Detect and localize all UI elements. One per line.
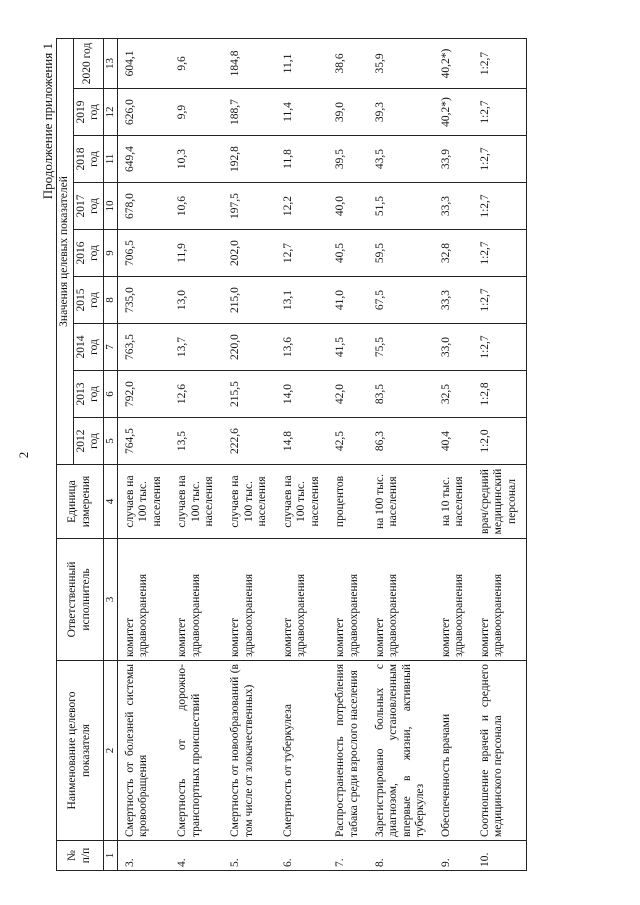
indicator-value: 14,0 — [276, 371, 329, 418]
column-number: 12 — [103, 89, 117, 136]
indicator-name: Зарегистрировано больных с диагнозом, установленным впервые в жизни, активный туберкулез — [368, 661, 434, 841]
indicator-name: Обеспеченность врачами — [434, 661, 473, 841]
indicator-value: 39,0 — [328, 89, 367, 136]
row-num: 4. — [170, 841, 223, 871]
header-name: Наименование целевого показателя — [57, 661, 104, 841]
indicator-value: 67,5 — [368, 277, 434, 324]
executor: комитет здравоохранения — [328, 539, 367, 661]
indicator-value: 215,5 — [223, 371, 276, 418]
unit: на 100 тыс. населения — [368, 465, 434, 539]
header-year: 2017 год — [73, 183, 103, 230]
indicator-value: 764,5 — [117, 418, 170, 465]
indicator-value: 9,6 — [170, 38, 223, 88]
indicator-value: 42,5 — [328, 418, 367, 465]
executor: комитет здравоохранения — [473, 539, 526, 661]
header-year: 2016 год — [73, 230, 103, 277]
table-row — [223, 38, 276, 870]
indicator-value: 40,5 — [328, 230, 367, 277]
unit: процентов — [328, 465, 367, 539]
indicator-value: 11,4 — [276, 89, 329, 136]
header-year: 2019 год — [73, 89, 103, 136]
indicator-value: 10,6 — [170, 183, 223, 230]
indicator-value: 202,0 — [223, 230, 276, 277]
indicator-name: Распространенность потребления табака среди взрослого населения — [328, 661, 367, 841]
indicator-value: 40,0 — [328, 183, 367, 230]
indicator-value: 1:2,8 — [473, 371, 526, 418]
header-year: 2018 год — [73, 136, 103, 183]
indicator-value: 39,5 — [328, 136, 367, 183]
unit: случаев на 100 тыс. населения — [276, 465, 329, 539]
indicator-value: 678,0 — [117, 183, 170, 230]
indicator-value: 626,0 — [117, 89, 170, 136]
indicator-value: 33,3 — [434, 277, 473, 324]
indicator-value: 40,2*) — [434, 89, 473, 136]
indicator-value: 41,5 — [328, 324, 367, 371]
table-row — [117, 38, 170, 870]
table-row — [328, 38, 367, 870]
indicator-value: 649,4 — [117, 136, 170, 183]
column-number: 9 — [103, 230, 117, 277]
header-year: 2020 год — [73, 38, 103, 88]
indicator-value: 1:2,7 — [473, 38, 526, 88]
indicator-name: Соотношение врачей и среднего медицинского персонала — [473, 661, 526, 841]
indicator-value: 215,0 — [223, 277, 276, 324]
indicator-value: 32,5 — [434, 371, 473, 418]
row-num: 6. — [276, 841, 329, 871]
indicator-value: 11,9 — [170, 230, 223, 277]
indicator-value: 40,4 — [434, 418, 473, 465]
row-num: 10. — [473, 841, 526, 871]
indicator-value: 42,0 — [328, 371, 367, 418]
executor: комитет здравоохранения — [117, 539, 170, 661]
table-row — [368, 38, 434, 870]
indicator-value: 14,8 — [276, 418, 329, 465]
row-num: 9. — [434, 841, 473, 871]
indicator-value: 1:2,7 — [473, 89, 526, 136]
indicator-value: 40,2*) — [434, 38, 473, 88]
row-num: 7. — [328, 841, 367, 871]
indicator-name: Смертность от дорожно-транспортных происшествий — [170, 661, 223, 841]
row-num: 8. — [368, 841, 434, 871]
column-number: 7 — [103, 324, 117, 371]
indicator-value: 222,6 — [223, 418, 276, 465]
column-number: 5 — [103, 418, 117, 465]
indicator-value: 13,6 — [276, 324, 329, 371]
unit: врач/средний медицинский персонал — [473, 465, 526, 539]
unit: случаев на 100 тыс. населения — [117, 465, 170, 539]
indicator-value: 12,6 — [170, 371, 223, 418]
header-year: 2014 год — [73, 324, 103, 371]
header-year: 2013 год — [73, 371, 103, 418]
executor: комитет здравоохранения — [276, 539, 329, 661]
indicator-value: 220,0 — [223, 324, 276, 371]
indicator-value: 197,5 — [223, 183, 276, 230]
indicator-value: 706,5 — [117, 230, 170, 277]
indicator-value: 13,7 — [170, 324, 223, 371]
indicator-value: 41,0 — [328, 277, 367, 324]
indicator-value: 51,5 — [368, 183, 434, 230]
indicator-value: 13,1 — [276, 277, 329, 324]
indicator-value: 1:2,7 — [473, 277, 526, 324]
indicator-value: 12,2 — [276, 183, 329, 230]
indicator-value: 11,1 — [276, 38, 329, 88]
table-row — [434, 38, 473, 870]
indicator-value: 604,1 — [117, 38, 170, 88]
header-executor: Ответственный исполнитель — [57, 539, 104, 661]
header-values-group: Значения целевых показателей — [57, 38, 74, 464]
indicator-value: 38,6 — [328, 38, 367, 88]
table-body — [103, 38, 526, 870]
indicator-value: 75,5 — [368, 324, 434, 371]
indicator-value: 10,3 — [170, 136, 223, 183]
indicators-table — [56, 38, 527, 871]
indicator-value: 13,0 — [170, 277, 223, 324]
indicator-value: 192,8 — [223, 136, 276, 183]
indicator-value: 9,9 — [170, 89, 223, 136]
unit: случаев на 100 тыс. населения — [223, 465, 276, 539]
indicator-value: 188,7 — [223, 89, 276, 136]
indicator-value: 1:2,7 — [473, 230, 526, 277]
table-row — [276, 38, 329, 870]
column-number: 1 — [103, 841, 117, 871]
header-year: 2012 год — [73, 418, 103, 465]
indicator-value: 43,5 — [368, 136, 434, 183]
indicator-name: Смертность от новообразований (в том числе от злокачественных) — [223, 661, 276, 841]
header-year: 2015 год — [73, 277, 103, 324]
column-number: 11 — [103, 136, 117, 183]
executor: комитет здравоохранения — [368, 539, 434, 661]
indicator-value: 735,0 — [117, 277, 170, 324]
header-num: № п/п — [57, 841, 104, 871]
column-number: 4 — [103, 465, 117, 539]
continuation-label: Продолжение приложения 1 — [40, 43, 55, 200]
executor: комитет здравоохранения — [170, 539, 223, 661]
column-number: 6 — [103, 371, 117, 418]
indicator-value: 32,8 — [434, 230, 473, 277]
indicator-value: 1:2,0 — [473, 418, 526, 465]
indicator-value: 1:2,7 — [473, 324, 526, 371]
indicator-name: Смертность от туберкулеза — [276, 661, 329, 841]
indicator-value: 763,5 — [117, 324, 170, 371]
indicator-value: 12,7 — [276, 230, 329, 277]
column-number: 10 — [103, 183, 117, 230]
indicator-value: 1:2,7 — [473, 136, 526, 183]
column-number: 3 — [103, 539, 117, 661]
indicator-value: 33,3 — [434, 183, 473, 230]
row-num: 5. — [223, 841, 276, 871]
indicator-value: 792,0 — [117, 371, 170, 418]
table-row — [473, 38, 526, 870]
indicator-value: 33,0 — [434, 324, 473, 371]
executor: комитет здравоохранения — [223, 539, 276, 661]
indicator-value: 13,5 — [170, 418, 223, 465]
executor: комитет здравоохранения — [434, 539, 473, 661]
indicator-value: 1:2,7 — [473, 183, 526, 230]
indicator-value: 184,8 — [223, 38, 276, 88]
column-number: 13 — [103, 38, 117, 88]
column-number: 2 — [103, 661, 117, 841]
indicator-value: 33,9 — [434, 136, 473, 183]
rotated-page — [0, 15, 620, 895]
unit: случаев на 100 тыс. населения — [170, 465, 223, 539]
table-row — [170, 38, 223, 870]
indicator-value: 11,8 — [276, 136, 329, 183]
page-number: 2 — [16, 451, 31, 459]
indicator-value: 39,3 — [368, 89, 434, 136]
row-num: 3. — [117, 841, 170, 871]
header-unit: Единица измерения — [57, 465, 104, 539]
column-number: 8 — [103, 277, 117, 324]
indicator-name: Смертность от болезней системы кровообращения — [117, 661, 170, 841]
column-number-row — [103, 38, 117, 870]
header-row-1 — [57, 38, 74, 870]
indicator-value: 35,9 — [368, 38, 434, 88]
indicator-value: 86,3 — [368, 418, 434, 465]
indicator-value: 83,5 — [368, 371, 434, 418]
indicator-value: 59,5 — [368, 230, 434, 277]
unit: на 10 тыс. населения — [434, 465, 473, 539]
